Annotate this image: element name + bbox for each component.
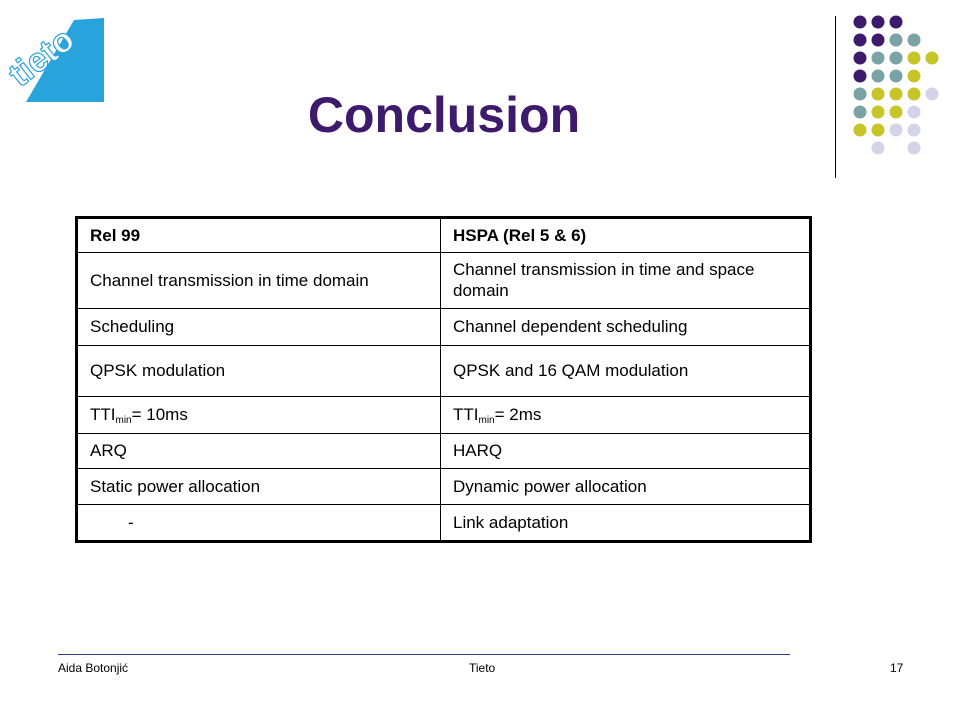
- table-cell: Dynamic power allocation: [441, 469, 811, 505]
- decorative-dot: [872, 52, 885, 65]
- header-hspa: HSPA (Rel 5 & 6): [441, 218, 811, 253]
- decorative-dot: [890, 88, 903, 101]
- tti-hspa-value: = 2ms: [494, 405, 542, 425]
- decorative-dot: [890, 16, 903, 29]
- table-row: [77, 505, 811, 542]
- decorative-dot: [926, 88, 939, 101]
- decorative-dot: [854, 52, 867, 65]
- comparison-table: [75, 216, 812, 543]
- table-cell: Channel transmission in time and space domain: [441, 252, 811, 308]
- decorative-dot: [854, 70, 867, 83]
- decorative-dot: [890, 106, 903, 119]
- decorative-dot: [908, 106, 921, 119]
- decorative-dot: [854, 16, 867, 29]
- table-cell-tti-rel99: [77, 396, 441, 433]
- footer-company: Tieto: [469, 661, 496, 675]
- table-row: [77, 308, 811, 345]
- title-divider: [835, 16, 836, 178]
- tti-subscript: min: [115, 415, 132, 427]
- table-cell-tti-hspa: [441, 396, 811, 433]
- decorative-dot: [908, 52, 921, 65]
- tti-prefix: TTI: [90, 405, 116, 425]
- slide-title: Conclusion: [307, 87, 581, 143]
- tti-prefix: TTI: [453, 405, 479, 425]
- decorative-dot: [872, 142, 885, 155]
- table-row: [77, 345, 811, 396]
- table-cell: Scheduling: [77, 308, 441, 345]
- table-cell: QPSK and 16 QAM modulation: [441, 345, 811, 396]
- decorative-dot: [926, 52, 939, 65]
- table-header-row: [77, 218, 811, 253]
- table-cell: Link adaptation: [441, 505, 811, 542]
- tti-subscript: min: [478, 415, 495, 427]
- decorative-dot: [872, 88, 885, 101]
- decorative-dot: [854, 124, 867, 137]
- decorative-dot: [890, 70, 903, 83]
- decorative-dot: [908, 34, 921, 47]
- table-row: [77, 469, 811, 505]
- decorative-dot: [890, 124, 903, 137]
- decorative-dot: [872, 70, 885, 83]
- table-row-tti: [77, 396, 811, 433]
- table-cell: QPSK modulation: [77, 345, 441, 396]
- decorative-dot: [854, 88, 867, 101]
- tti-rel99-value: = 10ms: [131, 405, 188, 425]
- table-cell: -: [77, 505, 441, 542]
- logo-text: tieto: [1, 20, 82, 95]
- header-rel99: Rel 99: [77, 218, 441, 253]
- table-cell: Channel transmission in time domain: [77, 252, 441, 308]
- table-cell: Channel dependent scheduling: [441, 308, 811, 345]
- decorative-dot: [908, 124, 921, 137]
- decorative-dot: [890, 52, 903, 65]
- table-cell: Static power allocation: [77, 469, 441, 505]
- table-row: [77, 252, 811, 308]
- footer-rule: [58, 654, 790, 655]
- decorative-dot: [890, 34, 903, 47]
- decorative-dot: [872, 124, 885, 137]
- decorative-dot: [854, 106, 867, 119]
- decorative-dot: [908, 70, 921, 83]
- decorative-dot-grid: [848, 12, 958, 162]
- table-cell: ARQ: [77, 433, 441, 469]
- decorative-dot: [908, 88, 921, 101]
- table-cell: HARQ: [441, 433, 811, 469]
- decorative-dot: [872, 34, 885, 47]
- footer-author: Aida Botonjić: [58, 661, 129, 675]
- footer-page-number: 17: [890, 661, 904, 675]
- decorative-dot: [872, 106, 885, 119]
- table-row: [77, 433, 811, 469]
- decorative-dot: [854, 34, 867, 47]
- decorative-dot: [872, 16, 885, 29]
- decorative-dot: [908, 142, 921, 155]
